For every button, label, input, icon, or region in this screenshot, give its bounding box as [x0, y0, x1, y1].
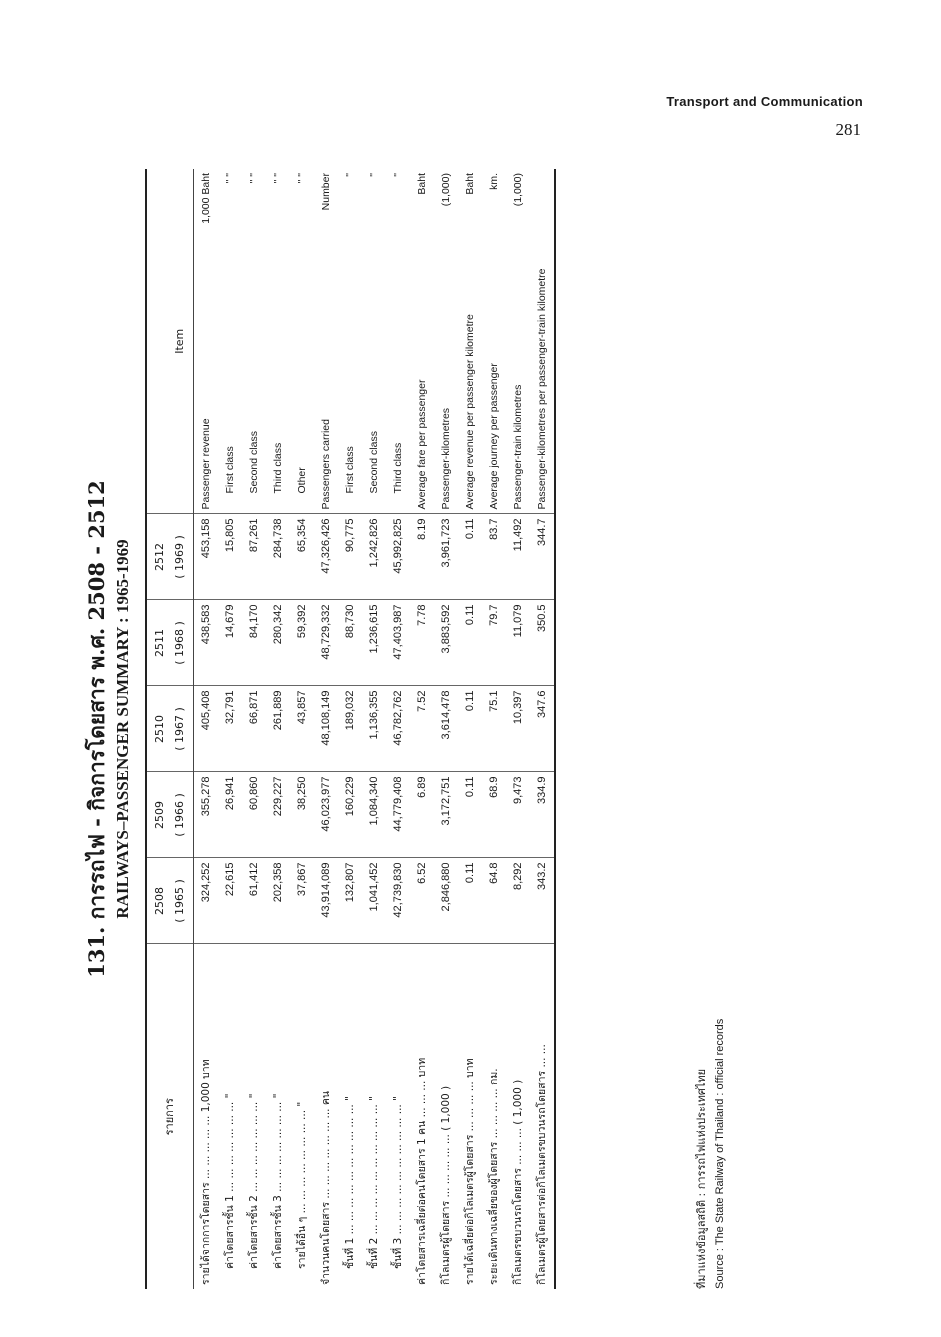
row-label-english	[218, 169, 242, 514]
table-row	[434, 169, 458, 1289]
row-label-thai	[362, 944, 386, 1289]
cell-value: 1,136,355	[362, 686, 386, 772]
table-row	[386, 169, 410, 1289]
cell-value: 438,583	[194, 600, 219, 686]
row-unit: " "	[224, 173, 236, 184]
row-label-english	[410, 169, 434, 514]
row-label-thai-text: ค่าโดยสารชั้น 3 ... ... ... ... ... ... ... "	[272, 1093, 284, 1269]
table-header-row	[146, 169, 194, 1289]
row-unit: (1,000)	[440, 173, 452, 207]
header-year-1967	[146, 686, 194, 772]
row-label-english	[266, 169, 290, 514]
row-label-english	[194, 169, 219, 514]
cell-value: 7.52	[410, 686, 434, 772]
cell-value: 1,041,452	[362, 858, 386, 944]
row-label-thai-text: กิโลเมตรผู้โดยสารต่อกิโลเมตรขบวนรถโดยสาร ... ...	[536, 1044, 548, 1285]
cell-value: 47,403,987	[386, 600, 410, 686]
cell-value: 75.1	[482, 686, 506, 772]
cell-value: 8.19	[410, 514, 434, 600]
row-label-english	[290, 169, 314, 514]
table-row	[218, 169, 242, 1289]
cell-value: 48,729,332	[314, 600, 338, 686]
row-label-english-wrap	[439, 173, 453, 510]
row-label-english	[506, 169, 530, 514]
row-label-english-text: Average revenue per passenger kilometre	[464, 314, 476, 510]
running-head: Transport and Communication	[666, 94, 863, 109]
row-label-english	[482, 169, 506, 514]
row-label-english	[386, 169, 410, 514]
cell-value: 46,782,762	[386, 686, 410, 772]
cell-value: 44,779,408	[386, 772, 410, 858]
row-label-thai-text: จำนวนคนโดยสาร ... ... ... ... ... ... ... คน	[320, 1090, 332, 1285]
cell-value: 22,615	[218, 858, 242, 944]
row-label-english-text: Second class	[368, 431, 380, 494]
row-label-english-text: Average journey per passenger	[488, 363, 500, 510]
row-label-thai-text: รายได้จากการโดยสาร ... ... ... ... ... 1,000 บาท	[200, 1059, 212, 1285]
row-label-english-wrap	[223, 173, 237, 510]
row-label-thai-text: ค่าโดยสารชั้น 1 ... ... ... ... ... ... ... "	[224, 1093, 236, 1269]
rotated-table-block	[83, 169, 863, 1289]
table-row	[506, 169, 530, 1289]
row-label-english	[530, 169, 555, 514]
year-ce: ( 1966 )	[173, 793, 186, 837]
cell-value: 2,846,880	[434, 858, 458, 944]
cell-value: 46,023,977	[314, 772, 338, 858]
table-row	[458, 169, 482, 1289]
row-label-thai	[242, 944, 266, 1289]
row-label-thai-text: รายได้เฉลี่ยต่อกิโลเมตรผู้โดยสาร ... ... ... ... บาท	[464, 1058, 476, 1285]
row-label-english-wrap	[487, 173, 501, 510]
row-label-english	[314, 169, 338, 514]
cell-value: 43,857	[290, 686, 314, 772]
cell-value: 343.2	[530, 858, 555, 944]
row-unit: Baht	[464, 173, 476, 195]
cell-value: 65,354	[290, 514, 314, 600]
row-label-thai	[194, 944, 219, 1289]
year-be: 2512	[153, 543, 166, 571]
cell-value: 59,392	[290, 600, 314, 686]
header-item-thai: รายการ	[146, 944, 194, 1289]
row-label-english-text: Passenger revenue	[200, 418, 212, 510]
row-unit: 1,000 Baht	[200, 173, 212, 224]
cell-value: 453,158	[194, 514, 219, 600]
row-label-thai-text: กิโลเมตรผู้โดยสาร ... ... ... ... ... ( 1,000 )	[440, 1085, 452, 1285]
row-label-thai-text: ค่าโดยสารเฉลี่ยต่อคนโดยสาร 1 คน ... ... ... บาท	[416, 1057, 428, 1285]
row-label-thai	[314, 944, 338, 1289]
row-label-english	[338, 169, 362, 514]
cell-value: 202,358	[266, 858, 290, 944]
cell-value: 280,342	[266, 600, 290, 686]
cell-value: 26,941	[218, 772, 242, 858]
cell-value: 83.7	[482, 514, 506, 600]
table-row	[410, 169, 434, 1289]
header-year-1969	[146, 514, 194, 600]
header-year-1965	[146, 858, 194, 944]
cell-value: 0.11	[458, 686, 482, 772]
row-label-english-text: Passengers carried	[320, 419, 332, 510]
row-label-english-wrap	[247, 173, 261, 510]
cell-value: 61,412	[242, 858, 266, 944]
row-label-english-text: Passenger-kilometres per passenger-train kilometre	[536, 268, 548, 510]
table-body	[194, 169, 556, 1289]
row-label-thai	[506, 944, 530, 1289]
row-label-thai-text: ชั้นที่ 3 ... ... ... ... ... ... ... ... ... ... "	[392, 1096, 404, 1269]
row-label-thai	[482, 944, 506, 1289]
row-label-english-wrap	[271, 173, 285, 510]
row-label-english-text: Third class	[272, 442, 284, 494]
row-unit: "	[392, 173, 404, 177]
cell-value: 405,408	[194, 686, 219, 772]
year-be: 2510	[153, 715, 166, 743]
row-label-thai	[410, 944, 434, 1289]
row-label-english	[242, 169, 266, 514]
row-label-english-wrap	[199, 173, 213, 510]
year-ce: ( 1965 )	[173, 879, 186, 923]
header-year-1966	[146, 772, 194, 858]
page-number: 281	[835, 120, 861, 139]
row-label-thai-text: ค่าโดยสารชั้น 2 ... ... ... ... ... ... ... "	[248, 1093, 260, 1269]
cell-value: 0.11	[458, 600, 482, 686]
cell-value: 1,084,340	[362, 772, 386, 858]
table-row	[314, 169, 338, 1289]
row-label-english-wrap	[464, 173, 476, 510]
table-row	[530, 169, 555, 1289]
cell-value: 37,867	[290, 858, 314, 944]
cell-value: 11,492	[506, 514, 530, 600]
row-label-english	[362, 169, 386, 514]
row-label-english-text: Second class	[248, 431, 260, 494]
row-label-thai-text: ชั้นที่ 2 ... ... ... ... ... ... ... ... ... ... "	[368, 1096, 380, 1269]
row-unit: "	[344, 173, 356, 177]
cell-value: 189,032	[338, 686, 362, 772]
row-label-thai-text: รายได้อื่น ๆ ... ... ... ... ... ... ... ... "	[296, 1101, 308, 1269]
row-unit: " "	[272, 173, 284, 184]
cell-value: 15,805	[218, 514, 242, 600]
row-label-english-text: First class	[344, 446, 356, 494]
row-label-english	[458, 169, 482, 514]
row-label-english-wrap	[511, 173, 525, 510]
cell-value: 88,730	[338, 600, 362, 686]
row-label-english-wrap	[343, 173, 357, 510]
cell-value: 334.9	[530, 772, 555, 858]
cell-value: 3,614,478	[434, 686, 458, 772]
cell-value: 43,914,089	[314, 858, 338, 944]
cell-value: 347.6	[530, 686, 555, 772]
passenger-summary-table	[145, 169, 556, 1289]
cell-value: 79.7	[482, 600, 506, 686]
row-unit: (1,000)	[512, 173, 524, 207]
row-label-english-wrap	[536, 173, 548, 510]
cell-value: 9,473	[506, 772, 530, 858]
table-row	[482, 169, 506, 1289]
table-row	[242, 169, 266, 1289]
cell-value: 1,242,826	[362, 514, 386, 600]
row-unit: km.	[488, 173, 500, 190]
row-label-thai	[338, 944, 362, 1289]
header-item-english: Item	[146, 169, 194, 514]
year-ce: ( 1969 )	[173, 535, 186, 579]
cell-value: 3,172,751	[434, 772, 458, 858]
cell-value: 48,108,149	[314, 686, 338, 772]
source-notes	[693, 1019, 729, 1289]
row-unit: " "	[296, 173, 308, 184]
row-label-thai	[266, 944, 290, 1289]
row-unit: "	[368, 173, 380, 177]
row-label-english-wrap	[391, 173, 405, 510]
cell-value: 0.11	[458, 514, 482, 600]
row-label-thai	[458, 944, 482, 1289]
row-unit: " "	[248, 173, 260, 184]
cell-value: 68.9	[482, 772, 506, 858]
cell-value: 10,397	[506, 686, 530, 772]
row-label-english-wrap	[295, 173, 309, 510]
source-english: Source : The State Railway of Thailand : official records	[714, 1018, 726, 1289]
cell-value: 1,236,615	[362, 600, 386, 686]
cell-value: 32,791	[218, 686, 242, 772]
cell-value: 87,261	[242, 514, 266, 600]
cell-value: 8,292	[506, 858, 530, 944]
cell-value: 38,250	[290, 772, 314, 858]
row-label-english-text: Third class	[392, 442, 404, 494]
row-label-english-text: Passenger-kilometres	[440, 407, 452, 510]
cell-value: 64.8	[482, 858, 506, 944]
row-label-thai	[290, 944, 314, 1289]
cell-value: 355,278	[194, 772, 219, 858]
cell-value: 60,860	[242, 772, 266, 858]
table-row	[266, 169, 290, 1289]
source-thai: ที่มาแห่งข้อมูลสถิติ : การรถไฟแห่งประเทศไทย	[695, 1068, 708, 1289]
cell-value: 3,961,723	[434, 514, 458, 600]
cell-value: 344.7	[530, 514, 555, 600]
cell-value: 324,252	[194, 858, 219, 944]
row-label-thai-text: ระยะเดินทางเฉลี่ยของผู้โดยสาร ... ... ... ... กม.	[488, 1068, 500, 1285]
row-label-english-text: First class	[224, 446, 236, 494]
row-unit: Number	[320, 173, 332, 211]
year-be: 2508	[153, 887, 166, 915]
cell-value: 6.52	[410, 858, 434, 944]
cell-value: 45,992,825	[386, 514, 410, 600]
row-label-english	[434, 169, 458, 514]
row-label-english-wrap	[415, 173, 429, 510]
cell-value: 0.11	[458, 772, 482, 858]
table-row	[290, 169, 314, 1289]
row-label-thai	[218, 944, 242, 1289]
row-label-thai	[386, 944, 410, 1289]
cell-value: 42,739,830	[386, 858, 410, 944]
cell-value: 0.11	[458, 858, 482, 944]
table-row	[362, 169, 386, 1289]
cell-value: 160,229	[338, 772, 362, 858]
cell-value: 229,227	[266, 772, 290, 858]
row-label-english-text: Average fare per passenger	[416, 379, 428, 510]
year-be: 2511	[153, 629, 166, 657]
header-year-1968	[146, 600, 194, 686]
table-row	[194, 169, 219, 1289]
table-title-thai: 131. การรถไฟ - กิจการโดยสาร พ.ศ. 2508 - 2512	[84, 480, 109, 978]
row-label-thai-text: ชั้นที่ 1 ... ... ... ... ... ... ... ... ... ... "	[344, 1096, 356, 1269]
cell-value: 14,679	[218, 600, 242, 686]
year-ce: ( 1968 )	[173, 621, 186, 665]
year-be: 2509	[153, 801, 166, 829]
row-label-english-wrap	[367, 173, 381, 510]
cell-value: 284,738	[266, 514, 290, 600]
cell-value: 261,889	[266, 686, 290, 772]
row-label-english-text: Passenger-train kilometres	[512, 384, 524, 510]
row-label-english-text: Other	[296, 467, 308, 494]
cell-value: 47,326,426	[314, 514, 338, 600]
cell-value: 7.78	[410, 600, 434, 686]
row-label-thai-text: กิโลเมตรขบวนรถโดยสาร ... ... ... ( 1,000 )	[512, 1079, 524, 1285]
cell-value: 11,079	[506, 600, 530, 686]
cell-value: 84,170	[242, 600, 266, 686]
row-unit: Baht	[416, 173, 428, 195]
table-row	[338, 169, 362, 1289]
cell-value: 132,807	[338, 858, 362, 944]
row-label-thai	[434, 944, 458, 1289]
cell-value: 6.89	[410, 772, 434, 858]
row-label-thai	[530, 944, 555, 1289]
row-label-english-wrap	[319, 173, 333, 510]
year-ce: ( 1967 )	[173, 707, 186, 751]
cell-value: 350.5	[530, 600, 555, 686]
table-title-english: RAILWAYS–PASSENGER SUMMARY : 1965-1969	[113, 539, 132, 919]
cell-value: 3,883,592	[434, 600, 458, 686]
cell-value: 66,871	[242, 686, 266, 772]
cell-value: 90,775	[338, 514, 362, 600]
